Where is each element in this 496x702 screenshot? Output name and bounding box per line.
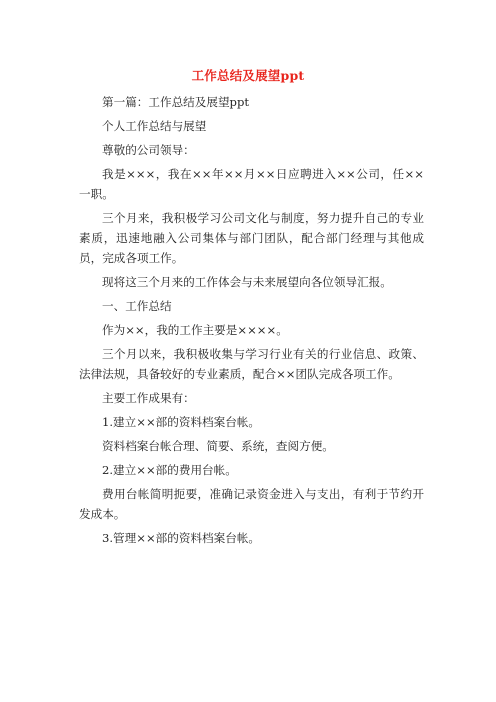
paragraph-list-item-2-detail: 费用台帐简明扼要，准确记录资金进入与支出，有利于节约开发成本。	[79, 487, 424, 521]
paragraph-learning: 三个月以来，我积极收集与学习行业有关的行业信息、政策、法律法规，具备较好的专业素质，配合××团队完成各项工作。	[79, 347, 424, 381]
paragraph-heading: 第一篇：工作总结及展望ppt	[102, 95, 250, 109]
paragraph-three-months: 三个月来，我积极学习公司文化与制度，努力提升自己的专业素质，迅速地融入公司集体与部门团队，配合部门经理与其他成员，完成各项工作。	[79, 211, 424, 265]
list-item-1: 1.建立××部的资料档案台帐。	[102, 415, 261, 429]
paragraph-role: 作为××，我的工作主要是××××。	[102, 323, 288, 337]
paragraph-salutation: 尊敬的公司领导：	[102, 143, 195, 157]
list-item-3: 3.管理××部的资料档案台帐。	[102, 531, 261, 545]
document-body	[79, 92, 424, 552]
paragraph-subtitle: 个人工作总结与展望	[102, 119, 207, 133]
section-heading-summary: 一、工作总结	[102, 299, 172, 313]
paragraph-list-item-1-detail: 资料档案台帐合理、简要、系统，查阅方便。	[102, 439, 334, 453]
paragraph-results-heading: 主要工作成果有：	[102, 391, 195, 405]
list-item-2: 2.建立××部的费用台帐。	[102, 463, 237, 477]
document-title: 工作总结及展望ppt	[191, 68, 305, 83]
paragraph-report: 现将这三个月来的工作体会与未来展望向各位领导汇报。	[102, 275, 392, 289]
paragraph-intro: 我是×××，我在××年××月××日应聘进入××公司，任××一职。	[79, 167, 424, 201]
